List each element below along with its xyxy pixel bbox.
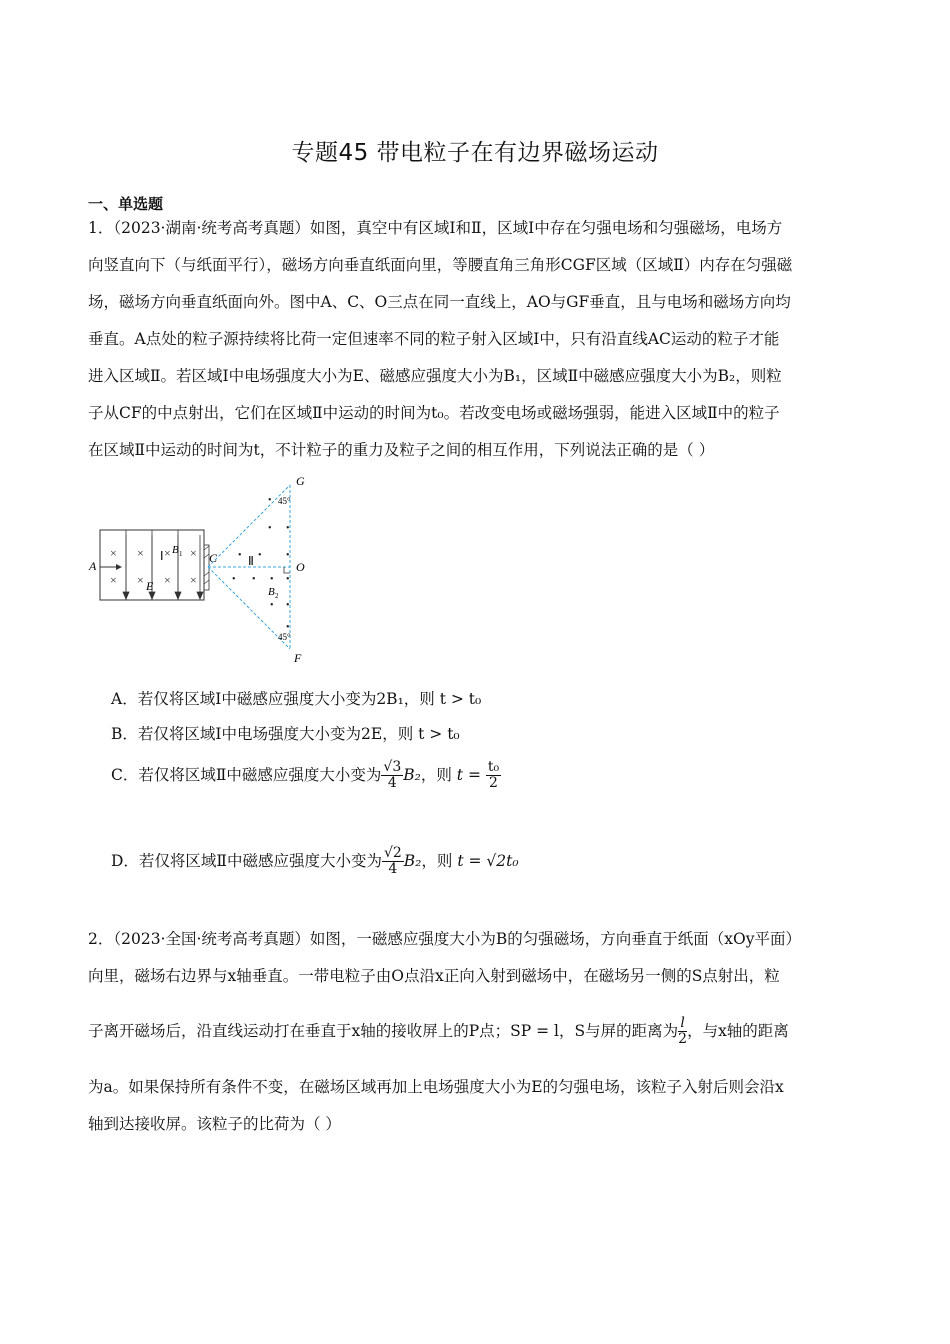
q2-line-1: 2．（2023·全国·统考高考真题）如图，一磁感应强度大小为B的匀强磁场，方向垂直于纸面（xOy平面） bbox=[88, 930, 802, 948]
dot-mark: • bbox=[268, 495, 272, 506]
option-d-then: ，则 bbox=[421, 851, 453, 870]
option-c-result-fraction: $\frac{\text{t₀}}{2}$ bbox=[487, 759, 500, 792]
q2-line-3 bbox=[88, 1016, 789, 1048]
q1-option-c[interactable] bbox=[111, 760, 501, 792]
label-A: A bbox=[89, 559, 97, 573]
option-c-then: ，则 bbox=[420, 765, 452, 784]
q2-line-2: 向里，磁场右边界与x轴垂直。一带电粒子由O点沿x正向入射到磁场中，在磁场另一侧的S点射出，粒 bbox=[88, 967, 780, 985]
q1-line-7: 在区域Ⅱ中运动的时间为t，不计粒子的重力及粒子之间的相互作用，下列说法正确的是（ ） bbox=[88, 441, 715, 459]
dot-mark: • bbox=[270, 574, 274, 585]
cross-mark: × bbox=[137, 573, 144, 587]
q2-line-4: 为a。如果保持所有条件不变，在磁场区域再加上电场强度大小为E的匀强电场，该粒子入射后则会沿x bbox=[88, 1078, 784, 1096]
dot-mark: • bbox=[258, 550, 262, 561]
label-region1: Ⅰ bbox=[160, 549, 164, 563]
dot-mark: • bbox=[270, 600, 274, 611]
label-E: E bbox=[146, 579, 154, 593]
dot-mark: • bbox=[232, 574, 236, 585]
cross-mark: × bbox=[164, 546, 171, 560]
label-angle-bottom: 45° bbox=[278, 632, 291, 642]
label-F: F bbox=[294, 651, 302, 665]
q1-line-5: 进入区域Ⅱ。若区域Ⅰ中电场强度大小为E、磁感应强度大小为B₁，区域Ⅱ中磁感应强度大小为B₂，则粒 bbox=[88, 367, 782, 385]
q1-option-b[interactable]: B．若仅将区域Ⅰ中电场强度大小变为2E，则 t > t₀ bbox=[111, 725, 460, 743]
dot-mark: • bbox=[238, 550, 242, 561]
cross-mark: × bbox=[110, 573, 117, 587]
option-c-text: C．若仅将区域Ⅱ中磁感应强度大小变为 bbox=[111, 765, 382, 784]
q2-line-5: 轴到达接收屏。该粒子的比荷为（ ） bbox=[88, 1115, 341, 1133]
label-G: G bbox=[296, 474, 305, 488]
dot-mark: • bbox=[286, 550, 290, 561]
q1-line-3: 场，磁场方向垂直纸面向外。图中A、C、O三点在同一直线上，AO与GF垂直，且与电场和磁场方向均 bbox=[88, 293, 791, 311]
label-B2: B bbox=[268, 586, 275, 598]
q2-fraction: $\frac{l}{2}$ bbox=[678, 1015, 688, 1048]
label-O: O bbox=[296, 560, 305, 574]
q1-line-6: 子从CF的中点射出，它们在区域Ⅱ中运动的时间为t₀。若改变电场或磁场强弱，能进入区域Ⅱ中的粒子 bbox=[88, 404, 780, 422]
q1-option-a[interactable]: A．若仅将区域Ⅰ中磁感应强度大小变为2B₁，则 t > t₀ bbox=[111, 690, 482, 708]
q1-figure bbox=[86, 470, 326, 670]
dot-mark: • bbox=[268, 523, 272, 534]
option-d-t: t = √2t₀ bbox=[457, 851, 519, 870]
section-heading: 一、单选题 bbox=[88, 195, 164, 213]
option-d-fraction: $\frac{√2}{4}$ bbox=[383, 845, 402, 878]
cross-mark: × bbox=[190, 573, 197, 587]
dot-mark: • bbox=[286, 622, 290, 633]
option-c-fraction: $\frac{√3}{4}$ bbox=[383, 759, 402, 792]
dot-mark: • bbox=[252, 574, 256, 585]
q1-line-4: 垂直。A点处的粒子源持续将比荷一定但速率不同的粒子射入区域Ⅰ中，只有沿直线AC运动的粒子才能 bbox=[88, 330, 780, 348]
q1-line-1: 1．（2023·湖南·统考高考真题）如图，真空中有区域Ⅰ和Ⅱ，区域Ⅰ中存在匀强电场和匀强磁场，电场方 bbox=[88, 219, 783, 237]
label-angle-top: 45° bbox=[278, 496, 291, 506]
label-region2: Ⅱ bbox=[248, 554, 254, 568]
cross-mark: × bbox=[190, 546, 197, 560]
dot-mark: • bbox=[286, 574, 290, 585]
option-c-b2: B₂ bbox=[403, 765, 421, 784]
cross-mark: × bbox=[137, 546, 144, 560]
label-B1-sub: 1 bbox=[179, 550, 183, 558]
option-d-b2: B₂ bbox=[403, 851, 422, 870]
label-B2-sub: 2 bbox=[275, 592, 279, 600]
dot-mark: • bbox=[286, 523, 290, 534]
q2-line-3-tail: ，与x轴的距离 bbox=[687, 1021, 789, 1040]
dot-mark: • bbox=[286, 600, 290, 611]
q1-line-2: 向竖直向下（与纸面平行），磁场方向垂直纸面向里，等腰直角三角形CGF区域（区域Ⅱ）内存在匀强磁 bbox=[88, 256, 793, 274]
label-B1: B bbox=[172, 544, 179, 556]
q2-line-3-text: 子离开磁场后，沿直线运动打在垂直于x轴的接收屏上的P点；SP = l，S与屏的距离为 bbox=[88, 1021, 679, 1040]
page-title: 专题45 带电粒子在有边界磁场运动 bbox=[291, 140, 659, 166]
q1-option-d[interactable] bbox=[111, 846, 519, 878]
label-C: C bbox=[209, 551, 218, 565]
cross-mark: × bbox=[164, 573, 171, 587]
option-d-text: D．若仅将区域Ⅱ中磁感应强度大小变为 bbox=[111, 851, 382, 870]
cross-mark: × bbox=[110, 546, 117, 560]
option-c-t: t = bbox=[456, 765, 481, 784]
